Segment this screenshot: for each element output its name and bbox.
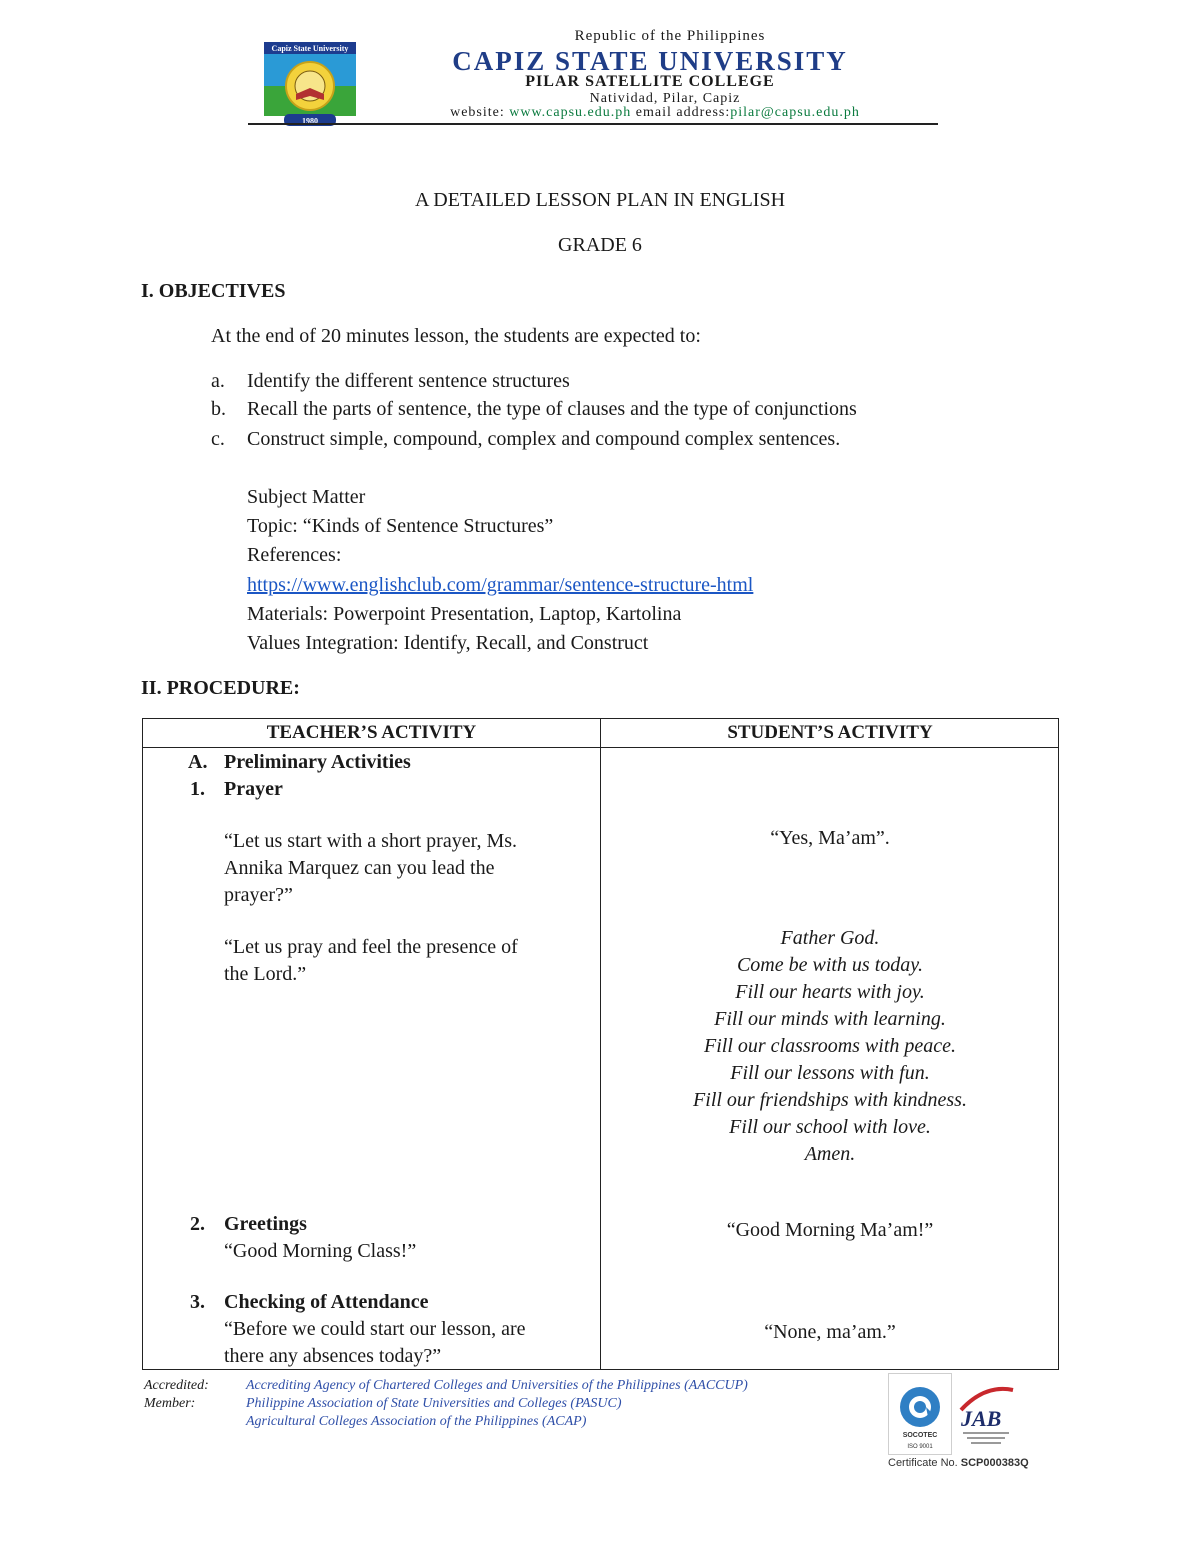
jab-accreditation-logo (955, 1380, 1017, 1450)
greetings-label: Greetings (224, 1213, 307, 1235)
text-line: “Let us start with a short prayer, Ms. (224, 830, 518, 852)
teacher-pray-instruction (224, 934, 518, 988)
teacher-greeting: “Good Morning Class!” (224, 1240, 417, 1262)
accreditation-body: Accrediting Agency of Chartered Colleges and Universities of the Philippines (AACCUP) (246, 1378, 748, 1393)
text-line: there any absences today?” (224, 1345, 442, 1367)
table-column-divider (600, 719, 601, 1369)
prayer-line: Fill our hearts with joy. (735, 981, 925, 1003)
objectives-heading: I. OBJECTIVES (141, 280, 286, 302)
student-greeting: “Good Morning Ma’am!” (726, 1219, 934, 1241)
references-label: References: (247, 544, 342, 566)
svg-text:JAB: JAB (961, 1406, 1002, 1431)
member-label: Member: (144, 1396, 196, 1411)
objective-marker: a. (211, 370, 225, 392)
certificate-value: SCP000383Q (960, 1457, 1029, 1469)
teacher-attendance-question (224, 1316, 526, 1370)
subject-topic: Topic: “Kinds of Sentence Structures” (247, 515, 554, 537)
university-seal-logo (262, 40, 358, 130)
objective-marker: b. (211, 398, 226, 420)
objective-text: Recall the parts of sentence, the type of clauses and the type of conjunctions (247, 398, 857, 420)
member-body-acap: Agricultural Colleges Association of the Philippines (ACAP) (246, 1414, 587, 1429)
attendance-label: Checking of Attendance (224, 1291, 429, 1313)
values-integration-line: Values Integration: Identify, Recall, and Construct (247, 632, 649, 654)
prayer-line: Fill our friendships with kindness. (693, 1089, 967, 1111)
grade-level: GRADE 6 (558, 234, 642, 256)
contact-line (370, 105, 940, 121)
email-link[interactable]: pilar@capsu.edu.ph (730, 105, 860, 120)
procedure-heading: II. PROCEDURE: (141, 677, 300, 699)
prayer-line: Fill our school with love. (729, 1116, 931, 1138)
university-name: CAPIZ STATE UNIVERSITY (452, 46, 848, 76)
college-address: Natividad, Pilar, Capiz (589, 91, 741, 106)
text-line: the Lord.” (224, 963, 307, 985)
college-name: PILAR SATELLITE COLLEGE (525, 73, 775, 90)
prayer-line: Father God. (780, 927, 880, 949)
prayer-line: Fill our lessons with fun. (730, 1062, 930, 1084)
text-line: prayer?” (224, 884, 293, 906)
prayer-line: Come be with us today. (736, 954, 924, 976)
prayer-marker: 1. (190, 778, 205, 800)
procedure-table (142, 718, 1059, 1370)
objectives-intro: At the end of 20 minutes lesson, the students are expected to: (211, 325, 701, 347)
certificate-number (888, 1457, 1029, 1469)
website-label: website: (450, 105, 505, 120)
teacher-prayer-prompt (224, 828, 517, 909)
document-title: A DETAILED LESSON PLAN IN ENGLISH (414, 189, 786, 211)
objective-text: Construct simple, compound, complex and compound complex sentences. (247, 428, 841, 450)
prayer-label: Prayer (224, 778, 283, 800)
text-line: “Let us pray and feel the presence of (224, 936, 518, 958)
objective-marker: c. (211, 428, 225, 450)
prayer-line: Fill our minds with learning. (714, 1008, 946, 1030)
accredited-label: Accredited: (144, 1378, 209, 1393)
teacher-activity-header: TEACHER’S ACTIVITY (266, 722, 477, 743)
header-divider (248, 123, 938, 125)
materials-line: Materials: Powerpoint Presentation, Laptop, Kartolina (247, 603, 682, 625)
iso-text: ISO 9001 (907, 1444, 933, 1450)
prayer-line: Amen. (804, 1143, 856, 1165)
text-line: “Before we could start our lesson, are (224, 1318, 526, 1340)
member-body-pasuc: Philippine Association of State Universities and Colleges (PASUC) (246, 1396, 622, 1411)
email-label: email address: (635, 105, 731, 120)
objective-text: Identify the different sentence structures (247, 370, 570, 392)
student-prayer-text (602, 925, 1058, 1168)
student-attendance-reply: “None, ma’am.” (764, 1321, 896, 1343)
text-line: Annika Marquez can you lead the (224, 857, 495, 879)
section-a-label: Preliminary Activities (224, 751, 411, 773)
prayer-line: Fill our classrooms with peace. (703, 1035, 957, 1057)
certificate-label: Certificate No. (888, 1457, 958, 1469)
socotec-text: SOCOTEC (902, 1432, 938, 1439)
student-activity-header: STUDENT’S ACTIVITY (727, 722, 933, 743)
seal-year-text: 1980 (302, 116, 318, 126)
website-link[interactable]: www.capsu.edu.ph (509, 105, 632, 120)
republic-line: Republic of the Philippines (574, 28, 766, 44)
socotec-certification-badge (888, 1373, 952, 1455)
seal-name-text: Capiz State University (271, 44, 349, 53)
subject-matter-label: Subject Matter (247, 486, 366, 508)
attendance-marker: 3. (190, 1291, 205, 1313)
greetings-marker: 2. (190, 1213, 205, 1235)
reference-link[interactable]: https://www.englishclub.com/grammar/sentence-structure-html (247, 574, 754, 596)
student-prayer-reply: “Yes, Ma’am”. (770, 827, 890, 849)
section-a-marker: A. (188, 751, 208, 773)
